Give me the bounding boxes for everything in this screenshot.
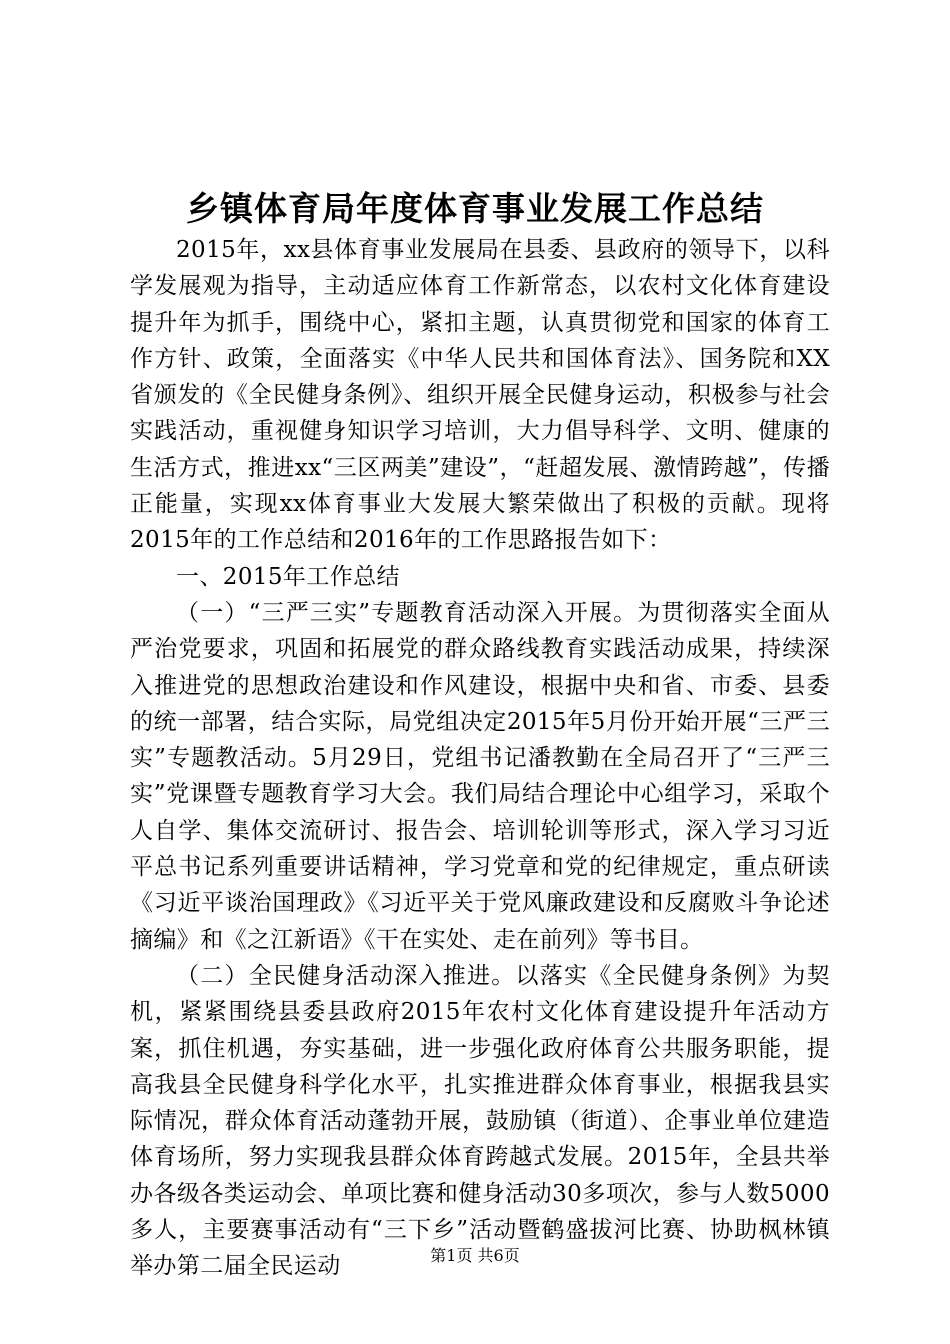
paragraph-two: （二）全民健身活动深入推进。以落实《全民健身条例》为契机，紧紧围绕县委县政府2015年农村文化体育建设提升年活动方案，抓住机遇，夯实基础，进一步强化政府体育公共服务职能，提高我县全民健身科学化水平，扎实推进群众体育事业，根据我县实际情况，群众体育活动蓬勃开展，鼓励镇（街道）、企事业单位建造体育场所，努力实现我县群众体育跨越式发展。2015年，全县共举办各级各类运动会、单项比赛和健身活动30多项次，参与人数5000多人，主要赛事活动有“三下乡”活动暨鹤盛拔河比赛、协助枫林镇举办第二届全民运动 [130,962,830,1280]
intro-paragraph: 2015年，xx县体育事业发展局在县委、县政府的领导下，以科学发展观为指导，主动适应体育工作新常态，以农村文化体育建设提升年为抓手，围绕中心，紧扣主题，认真贯彻党和国家的体育工作方针、政策，全面落实《中华人民共和国体育法》、国务院和XX省颁发的《全民健身条例》、组织开展全民健身运动，积极参与社会实践活动，重视健身知识学习培训，大力倡导科学、文明、健康的生活方式，推进xx“三区两美”建设”，“赶超发展、激情跨越”，传播正能量，实现xx体育事业大发展大繁荣做出了积极的贡献。现将2015年的工作总结和2016年的工作思路报告如下： [130,237,830,554]
document-body [130,232,830,1285]
paragraph-one: （一）“三严三实”专题教育活动深入开展。为贯彻落实全面从严治党要求，巩固和拓展党的群众路线教育实践活动成果，持续深入推进党的思想政治建设和作风建设，根据中央和省、市委、县委的统一部署，结合实际，局党组决定2015年5月份开始开展“三严三实”专题教活动。5月29日，党组书记潘教勤在全局召开了“三严三实”党课暨专题教育学习大会。我们局结合理论中心组学习，采取个人自学、集体交流研讨、报告会、培训轮训等形式，深入学习习近平总书记系列重要讲话精神，学习党章和党的纪律规定，重点研读《习近平谈治国理政》《习近平关于党风廉政建设和反腐败斗争论述摘编》和《之江新语》《干在实处、走在前列》等书目。 [130,599,830,953]
section-heading: 一、2015年工作总结 [176,563,400,590]
page-number-footer: 第1页 共6页 [430,1246,520,1265]
document-title: 乡镇体育局年度体育事业发展工作总结 [186,189,764,228]
